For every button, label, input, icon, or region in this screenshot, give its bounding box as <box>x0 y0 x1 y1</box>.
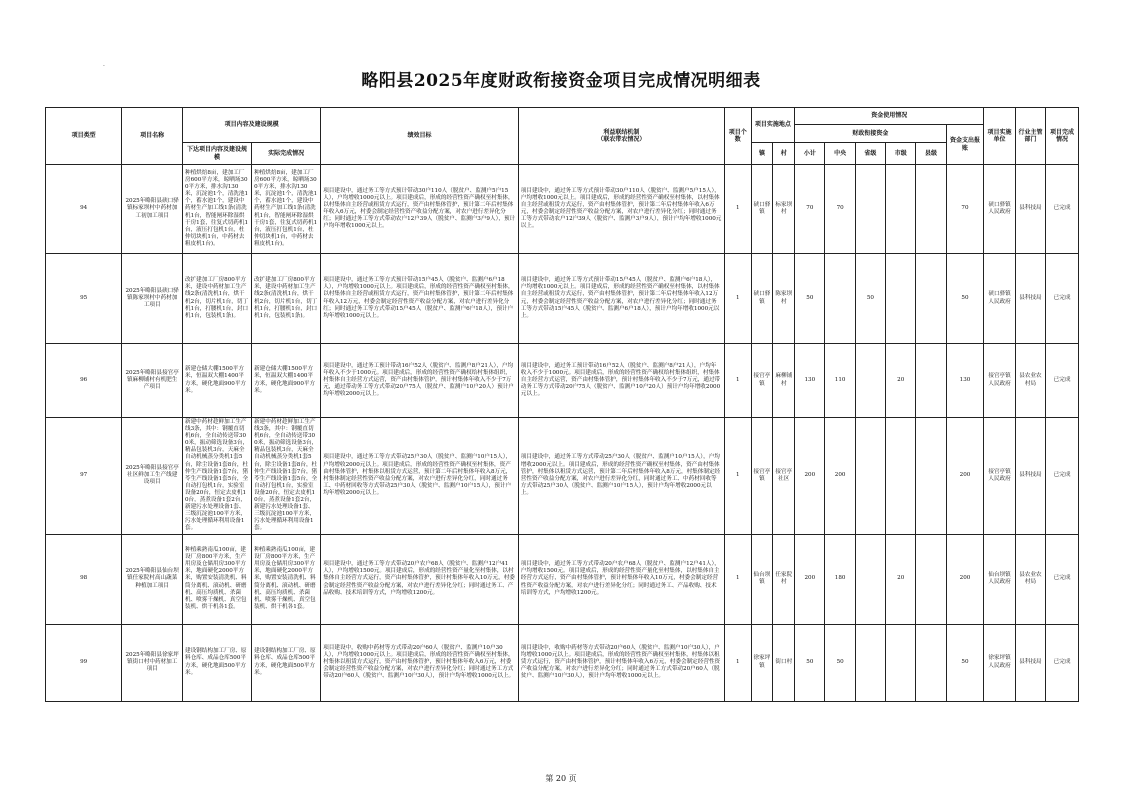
fund-central: 50 <box>825 624 855 701</box>
fund-paid: 70 <box>946 165 984 254</box>
fund-paid: 130 <box>946 344 984 418</box>
benefit-mechanism: 项目建设中，收购中药材等方式带动20户60人（脱贫户、监测户10户30人），户均增收1000元以上。项目建成后，形成的经营性资产确权至村集体，村集体以租赁方式运行，资产由村集体管护，预计村集体年收入6万元，村委会制定经营性资产收益分配方案，对农户进行差异化分红；同时通过务工方式带动20户60人（脱贫户、监测户10户30人），预计户均年增收1000元以上。 <box>518 624 724 701</box>
th-content: 项目内容及建设规模 <box>182 108 320 143</box>
actual-content: 种植烘焙8亩，建加工厂房600平方米，晾晒场300平方米，排水沟130米，沉淀池1个，清洗池1个，蓄水池1个，建设中药材生产加工线1条(清洗机1台，智能闸环除湿烘干房1套，往复式切药机1台，液压打包机1台，杜仲切块机1台，中药材去粗皮机1台)。 <box>252 165 321 254</box>
completion-status: 已完成 <box>1046 624 1079 701</box>
implementing-unit: 硖口驿镇人民政府 <box>984 165 1016 254</box>
completion-status: 已完成 <box>1046 165 1079 254</box>
actual-content: 改扩建加工厂房800平方米，建设中药材加工生产线2条(清洗机1台，烘干机2台，切片机1台，切丁机1台，打腰机1台，封口机1台，包装机1条)。 <box>252 254 321 344</box>
fund-provincial: 50 <box>855 254 885 344</box>
page-title: 略阳县2025年度财政衔接资金项目完成情况明细表 <box>361 71 761 91</box>
th-subtotal: 小计 <box>795 143 825 165</box>
project-name: 2025年略阳县接官亭镇麻柳铺村有机肥生产项目 <box>122 344 183 418</box>
supervising-dept: 县农业农村局 <box>1015 344 1045 418</box>
benefit-mechanism: 项目建设中，通过务工预计带动16户52人（脱贫户、监测户8户21人），户均年收入不少于1000元。项目建成后，形成的经营性资产确权给村集体组织，村集体自主经营方式运营，资产由村集体管护，预计村集体年收入不少于7万元，通过带动务工等方式带动20户75人（脱贫户、监测户10户20人）预计户均年增收2000元以上。 <box>518 344 724 418</box>
town: 硖口驿镇 <box>751 165 773 254</box>
project-table <box>45 107 1079 702</box>
th-prov: 省级 <box>855 143 885 165</box>
th-village: 村 <box>773 143 795 165</box>
planned-content: 新建中药材趁鲜加工生产线3条，其中：钢覆直切机6台，全自动传送带300米，振动筛选设备3台，精品包装机3台，天麻全自动机械蒸分类机1套5台，除尘设备1套8台，杜仲生产线设备1套7台，猪苓生产线设备1套5台，全自动打包机1台，实验室设备20台，恒定去皮机10台，蒸煮设备1套2台，新建污水处理设备1套、三级沉淀池100平方米，污水处理循环利用设备1套。 <box>182 418 251 535</box>
actual-content: 新建仓储大棚1500平方米，恒温双大棚1400平方米，硬化地面900平方米。 <box>252 344 321 418</box>
town: 仙台坝镇 <box>751 534 773 624</box>
table-row <box>46 254 1079 344</box>
fund-central <box>825 254 855 344</box>
supervising-dept: 县科技局 <box>1015 624 1045 701</box>
fund-central: 200 <box>825 418 855 535</box>
fund-provincial <box>855 534 885 624</box>
th-content-actual: 实际完成情况 <box>252 143 321 165</box>
fund-subtotal: 70 <box>795 165 825 254</box>
th-name: 项目名称 <box>122 108 183 165</box>
table-row <box>46 534 1079 624</box>
fund-provincial <box>855 624 885 701</box>
fund-paid: 50 <box>946 624 984 701</box>
implementing-unit: 仙台坝镇人民政府 <box>984 534 1016 624</box>
performance-goal: 项目建设中，通过务工等方式带动20户农户68人（脱贫户、监测户12户41人），户均增收1500元。项目建成后，形成的经营性资产量化至村集体，以村集体自主经营方式运行，资产由村集体管护，预计村集体年收入10万元，村委会制定经营性资产收益分配方案，对农户进行差异化分红；同时通过务工、产品收购、技术培训等方式，户均增收1200元。 <box>321 534 519 624</box>
th-content-plan: 下达项目内容及建设规模 <box>182 143 251 165</box>
performance-goal: 项目建设中，收购中药材等方式带动20户60人（脱贫户、监测户10户30人），户均增收1000元以上。项目建成后，形成的经营性资产确权至村集体，村集体以租赁方式运行，资产由村集体管护，预计村集体年收入6万元，村委会制定经营性资产收益分配方案，对农户进行差异化分红；同时通过务工方式带动20户60人（脱贫户、监测户10户30人），预计户均年增收1000元以上。 <box>321 624 519 701</box>
fund-city: 20 <box>886 534 916 624</box>
fund-subtotal: 200 <box>795 418 825 535</box>
performance-goal: 项目建设中，通过务工预计带动16户52人（脱贫户、监测户8户21人），户均年收入不少于1000元。项目建成后，形成的经营性资产确权给村集体组织，村集体自主经营方式运营，资产由村集体管护，预计村集体年收入不少于7万元，通过带动务工等方式带动20户75人（脱贫户、监测户10户20人）预计户均年增收2000元以上。 <box>321 344 519 418</box>
project-name: 2025年略阳县接官亭社区鲜加工生产线建设项目 <box>122 418 183 535</box>
supervising-dept: 县科技局 <box>1015 418 1045 535</box>
row-number: 94 <box>46 165 122 254</box>
implementing-unit: 硖口驿镇人民政府 <box>984 254 1016 344</box>
town: 接官亭镇 <box>751 418 773 535</box>
th-funds: 资金使用情况 <box>795 108 984 125</box>
fund-city: 20 <box>886 344 916 418</box>
completion-status: 已完成 <box>1046 344 1079 418</box>
planned-content: 建设钢结构加工厂房、原料仓库、成品仓库500平方米，硬化地面500平方米。 <box>182 624 251 701</box>
project-name: 2025年略阳县徐家坪镇街口村中药材加工项目 <box>122 624 183 701</box>
th-goal: 绩效目标 <box>321 108 519 165</box>
actual-content: 新建中药材趁鲜加工生产线3条，其中：钢覆直切机6台，全自动传送带300米，振动筛选设备3台，精品包装机3台，天麻全自动机械蒸分类机1套5台，除尘设备1套8台，杜仲生产线设备1套7台，猪苓生产线设备1套5台，全自动打包机1台，实验室设备20台，恒定去皮机10台，蒸煮设备1套2台，新建污水处理设备1套、三级沉淀池100平方米，污水处理循环利用设备1套。 <box>252 418 321 535</box>
performance-goal: 项目建设中，通过务工等方式带动25户30人（脱贫户、监测户10户15人），户均增收2000元以上。项目建成后，形成的经营性资产确权至村集体，资产由村集体管护，村集体以租赁方式运营，预计第二年后村集体年收入8万元，村集体制定经营性资产收益分配方案，对农户进行差异化分红，同时通过务工、中药材回收等方式带动25户30人（脱贫户、监测户10户15人），预计户均年增收2000元以上。 <box>321 418 519 535</box>
fund-county <box>916 418 946 535</box>
village: 任家院村 <box>773 534 795 624</box>
fund-subtotal: 200 <box>795 534 825 624</box>
fund-paid: 200 <box>946 418 984 535</box>
th-central: 中央 <box>825 143 855 165</box>
fund-county <box>916 534 946 624</box>
fund-subtotal: 50 <box>795 254 825 344</box>
th-fiscal: 财政衔接资金 <box>795 125 946 143</box>
fund-city <box>886 624 916 701</box>
row-number: 97 <box>46 418 122 535</box>
planned-content: 种植乘熟南瓜100亩，建设厂房800平方米，生产用房及仓储用房300平方米，地面硬化2000平方米，购置安装清洗机、料筒分离机、滚动机、研磨机、高压均质机、杀菌机、喷雾干燥机、真空包装机、烘干机各1套。 <box>182 534 251 624</box>
village: 接官亭社区 <box>773 418 795 535</box>
row-number: 98 <box>46 534 122 624</box>
th-unit: 项目实施单位 <box>984 108 1016 165</box>
th-mech: 利益联结机制 （联农带农情况） <box>518 108 724 165</box>
completion-status: 已完成 <box>1046 534 1079 624</box>
th-count: 项目个数 <box>724 108 751 165</box>
fund-paid: 200 <box>946 534 984 624</box>
project-count: 1 <box>724 418 751 535</box>
benefit-mechanism: 项目建设中，通过务工等方式带动20户农户68人（脱贫户、监测户12户41人），户均增收1500元。项目建成后，形成的经营性资产量化至村集体，以村集体自主经营方式运行，资产由村集体管护，预计村集体年收入10万元，村委会制定经营性资产收益分配方案，对农户进行差异化分红；同时通过务工、产品收购、技术培训等方式，户均增收1200元。 <box>518 534 724 624</box>
project-count: 1 <box>724 534 751 624</box>
fund-county <box>916 165 946 254</box>
th-site: 项目实施地点 <box>751 108 795 143</box>
implementing-unit: 接官亭镇人民政府 <box>984 418 1016 535</box>
row-number: 96 <box>46 344 122 418</box>
th-type: 项目类型 <box>46 108 122 165</box>
fund-county <box>916 624 946 701</box>
fund-city <box>886 165 916 254</box>
planned-content: 新建仓储大棚1500平方米，恒温双大棚1400平方米，硬化地面900平方米。 <box>182 344 251 418</box>
planned-content: 种植烘焙8亩，建加工厂房600平方米，晾晒场300平方米，排水沟130米，沉淀池1个，清洗池1个，蓄水池1个，建设中药材生产加工线1条(清洗机1台，智能闸环除湿烘干房1套，往复式切药机1台，液压打包机1台，杜仲切块机1台，中药材去粗皮机1台)。 <box>182 165 251 254</box>
implementing-unit: 接官亭镇人民政府 <box>984 344 1016 418</box>
town: 徐家坪镇 <box>751 624 773 701</box>
village: 陈家坝村 <box>773 254 795 344</box>
fund-central: 110 <box>825 344 855 418</box>
page-number: 第 20 页 <box>545 774 577 783</box>
project-count: 1 <box>724 165 751 254</box>
project-count: 1 <box>724 254 751 344</box>
project-name: 2025年略阳县硖口驿镇标家坝村中药材加工初加工项目 <box>122 165 183 254</box>
planned-content: 改扩建加工厂房800平方米，建设中药材加工生产线2条(清洗机1台，烘干机2台，切片机1台，切丁机1台，打腰机1台，封口机1台，包装机1条)。 <box>182 254 251 344</box>
fund-subtotal: 130 <box>795 344 825 418</box>
fund-county <box>916 254 946 344</box>
fund-paid: 50 <box>946 254 984 344</box>
performance-goal: 项目建设中，通过务工等方式预计带动30户110人（脱贫户、监测户5户15人），户均增收1000元以上。项目建成后，形成的经营性资产确权至村集体，以村集体自主经营或租赁方式运行，资产由村集体管护，预计第二年后村集体年收入6万元，村委会制定经营性资产收益分配方案，对农户进行差异化分红；同时通过务工等方式带动农户12户39人（脱贫户、监测户3户9人），预计户均年增收1000元以上。 <box>321 165 519 254</box>
project-count: 1 <box>724 344 751 418</box>
supervising-dept: 县科技局 <box>1015 254 1045 344</box>
actual-content: 建设钢结构加工厂房、原料仓库、成品仓库500平方米，硬化地面500平方米。 <box>252 624 321 701</box>
fund-county <box>916 344 946 418</box>
table-row <box>46 624 1079 701</box>
completion-status: 已完成 <box>1046 418 1079 535</box>
fund-city <box>886 254 916 344</box>
th-town: 镇 <box>751 143 773 165</box>
town: 接官亭镇 <box>751 344 773 418</box>
table-row <box>46 418 1079 535</box>
performance-goal: 项目建设中，通过务工等方式预计带动15户45人（脱贫户、监测户6户18人），户均增收1000元以上。项目建成后，形成的经营性资产确权至村集体，以村集体自主经营或租赁方式运行，资产由村集体管护，预计第二年后村集体年收入12万元，村委会制定经营性资产收益分配方案，对农户进行差异化分红；同时通过务工等方式带动15户45人（脱贫户、监测户6户18人），预计户均年增收1000元以上。 <box>321 254 519 344</box>
fund-central: 70 <box>825 165 855 254</box>
row-number: 99 <box>46 624 122 701</box>
project-count: 1 <box>724 624 751 701</box>
project-name: 2025年略阳县硖口驿镇陈家坝村中药材加工项目 <box>122 254 183 344</box>
benefit-mechanism: 项目建设中，通过务工等方式预计带动15户45人（脱贫户、监测户6户18人），户均增收1000元以上。项目建成后，形成的经营性资产确权至村集体，以村集体自主经营或租赁方式运行，资产由村集体管护，预计第二年后村集体年收入12万元，村委会制定经营性资产收益分配方案，对农户进行差异化分红；同时通过务工等方式带动15户45人（脱贫户、监测户6户18人），预计户均年增收1000元以上。 <box>518 254 724 344</box>
completion-status: 已完成 <box>1046 254 1079 344</box>
actual-content: 种植乘熟南瓜100亩，建设厂房800平方米，生产用房及仓储用房300平方米，地面硬化2000平方米，购置安装清洗机、料筒分离机、滚动机、研磨机、高压均质机、杀菌机、喷雾干燥机、真空包装机、烘干机各1套。 <box>252 534 321 624</box>
village: 麻柳铺村 <box>773 344 795 418</box>
th-status: 项目完成情况 <box>1046 108 1079 165</box>
fund-provincial <box>855 165 885 254</box>
fund-provincial <box>855 418 885 535</box>
table-row <box>46 165 1079 254</box>
th-dept: 行业主管部门 <box>1015 108 1045 165</box>
village: 街口村 <box>773 624 795 701</box>
fund-subtotal: 50 <box>795 624 825 701</box>
fund-city <box>886 418 916 535</box>
table-row <box>46 344 1079 418</box>
supervising-dept: 县农业农村局 <box>1015 534 1045 624</box>
village: 标家坝村 <box>773 165 795 254</box>
fund-provincial <box>855 344 885 418</box>
th-city: 市级 <box>886 143 916 165</box>
benefit-mechanism: 项目建设中，通过务工等方式预计带动30户110人（脱贫户、监测户5户15人），户均增收1000元以上。项目建成后，形成的经营性资产确权至村集体，以村集体自主经营或租赁方式运行，资产由村集体管护，预计第二年后村集体年收入6万元，村委会制定经营性资产收益分配方案，对农户进行差异化分红；同时通过务工等方式带动农户12户39人（脱贫户、监测户3户9人），预计户均年增收1000元以上。 <box>518 165 724 254</box>
corner-mark: · <box>103 63 105 70</box>
supervising-dept: 县科技局 <box>1015 165 1045 254</box>
th-county: 县级 <box>916 143 946 165</box>
implementing-unit: 徐家坪镇人民政府 <box>984 624 1016 701</box>
row-number: 95 <box>46 254 122 344</box>
th-paid: 资金支出报账 <box>946 125 984 165</box>
project-name: 2025年略阳县仙台坝镇任家院村高山蔬菜种植加工项目 <box>122 534 183 624</box>
fund-central: 180 <box>825 534 855 624</box>
benefit-mechanism: 项目建设中，通过务工等方式带动25户30人（脱贫户、监测户10户15人），户均增收2000元以上。项目建成后，形成的经营性资产确权至村集体，资产由村集体管护，村集体以租赁方式运营，预计第二年后村集体年收入8万元，村集体制定经营性资产收益分配方案，对农户进行差异化分红，同时通过务工、中药材回收等方式带动25户30人（脱贫户、监测户10户15人），预计户均年增收2000元以上。 <box>518 418 724 535</box>
town: 硖口驿镇 <box>751 254 773 344</box>
